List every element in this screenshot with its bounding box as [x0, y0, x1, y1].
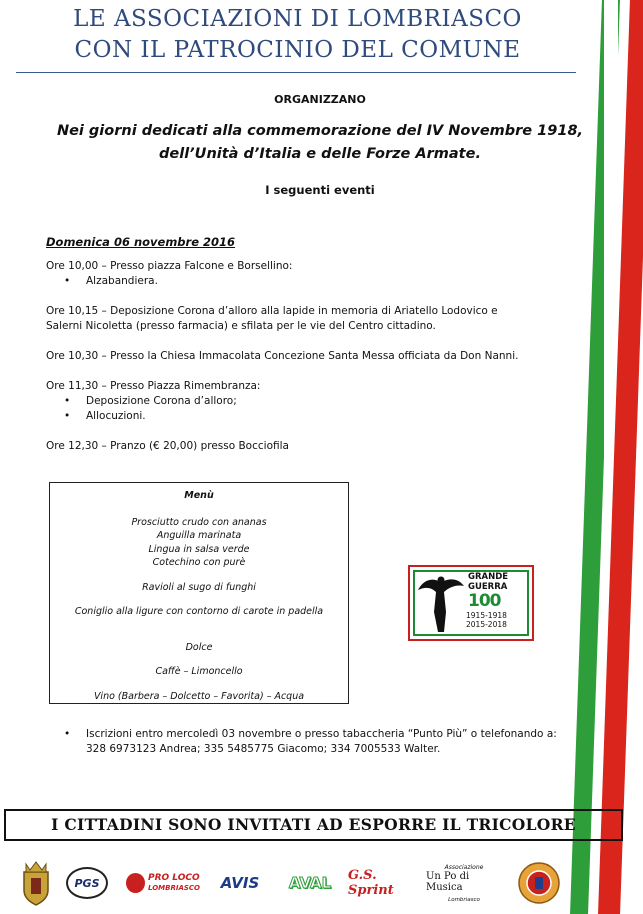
- title-divider: [16, 72, 576, 73]
- notice-line-1: Iscrizioni entro mercoledì 03 novembre o presso tabaccheria “Punto Più” o telefonando a:: [86, 728, 557, 740]
- program-item-continued: Salerni Nicoletta (presso farmacia) e sfilata per le vie del Centro cittadino.: [46, 320, 436, 332]
- program-bullet: • Deposizione Corona d’alloro;: [46, 394, 566, 409]
- lead-text: [40, 120, 600, 166]
- organizzano-label: ORGANIZZANO: [274, 93, 366, 106]
- title-line-1: LE ASSOCIAZIONI DI LOMBRIASCO: [73, 6, 522, 32]
- assoc-name: Un Po di Musica: [426, 870, 470, 893]
- menu-item: Vino (Barbera – Dolcetto – Favorita) – Acqua: [93, 690, 305, 702]
- program-item: Ore 10,15 – Deposizione Corona d’alloro alla lapide in memoria di Ariatello Lodovico e: [46, 305, 498, 317]
- proloco-logo: [126, 858, 200, 908]
- pgs-logo-text: PGS: [66, 867, 108, 899]
- menu-title: Menù: [184, 490, 214, 501]
- badge-line-2: GUERRA: [468, 582, 508, 592]
- program-bullet: • Alzabandiera.: [46, 274, 566, 289]
- program-item: Ore 10,30 – Presso la Chiesa Immacolata Concezione Santa Messa officiata da Don Nanni.: [46, 350, 519, 362]
- aval-logo-text: AVAL: [288, 874, 332, 892]
- menu-item: Prosciutto crudo con ananas: [131, 516, 267, 528]
- menu-item: Dolce: [185, 641, 213, 653]
- menu-item: Cotechino con purè: [152, 557, 246, 568]
- program-item: Ore 12,30 – Pranzo (€ 20,00) presso Bocciofila: [46, 440, 289, 452]
- badge-years-1: 1915-1918: [466, 611, 507, 620]
- events-heading: I seguenti eventi: [265, 183, 375, 197]
- bullet-icon: •: [64, 728, 71, 740]
- proloco-text: PRO LOCO: [147, 873, 200, 883]
- badge-number: 100: [468, 591, 501, 611]
- winged-victory-icon: [416, 572, 466, 634]
- un-po-di-musica-logo: [426, 858, 502, 908]
- lead-line-1: Nei giorni dedicati alla commemorazione del IV Novembre 1918,: [56, 123, 584, 139]
- comune-crest-icon: [16, 858, 56, 908]
- protezione-civile-logo: [516, 858, 562, 908]
- proloco-sub-text: LOMBRIASCO: [147, 884, 200, 892]
- pgs-logo: [66, 858, 108, 908]
- avis-logo: AVIS: [220, 874, 260, 892]
- menu-item: Caffè – Limoncello: [155, 666, 243, 677]
- lead-line-2: dell’Unità d’Italia e delle Forze Armate.: [159, 146, 481, 162]
- program-item: Ore 11,30 – Presso Piazza Rimembranza:: [46, 380, 261, 392]
- menu-item: Ravioli al sugo di funghi: [142, 581, 256, 593]
- program-list: [46, 259, 566, 469]
- title-line-2: CON IL PATROCINIO DEL COMUNE: [74, 37, 521, 63]
- aval-logo: [282, 858, 338, 908]
- menu-item: Anguilla marinata: [156, 530, 242, 541]
- badge-text: [468, 572, 508, 592]
- badge-years-2: 2015-2018: [466, 620, 507, 629]
- program-item: Ore 10,00 – Presso piazza Falcone e Borsellino:: [46, 260, 293, 272]
- grande-guerra-logo: [408, 565, 534, 641]
- assoc-label: Associazione: [444, 863, 484, 871]
- badge-line-1: GRANDE: [468, 572, 509, 582]
- notice-line-2: 328 6973123 Andrea; 335 5485775 Giacomo; 334 7005533 Walter.: [86, 743, 441, 755]
- page-title: [20, 4, 575, 66]
- badge-years: [466, 611, 507, 629]
- assoc-city: Lombriasco: [448, 896, 480, 903]
- menu-item: Coniglio alla ligure con contorno di carote in padella: [74, 606, 324, 617]
- event-date: Domenica 06 novembre 2016: [46, 235, 236, 249]
- sponsor-logos: [16, 858, 586, 908]
- tricolore-banner: I CITTADINI SONO INVITATI AD ESPORRE IL TRICOLORE: [4, 809, 623, 841]
- menu-box: [49, 482, 349, 704]
- gs-sprint-logo: G.S. Sprint: [348, 868, 394, 898]
- program-bullet: • Allocuzioni.: [46, 409, 566, 424]
- program-bullets: [46, 394, 566, 424]
- program-bullets: [46, 274, 566, 289]
- menu-item: Lingua in salsa verde: [148, 543, 250, 555]
- registration-notice: [46, 727, 566, 757]
